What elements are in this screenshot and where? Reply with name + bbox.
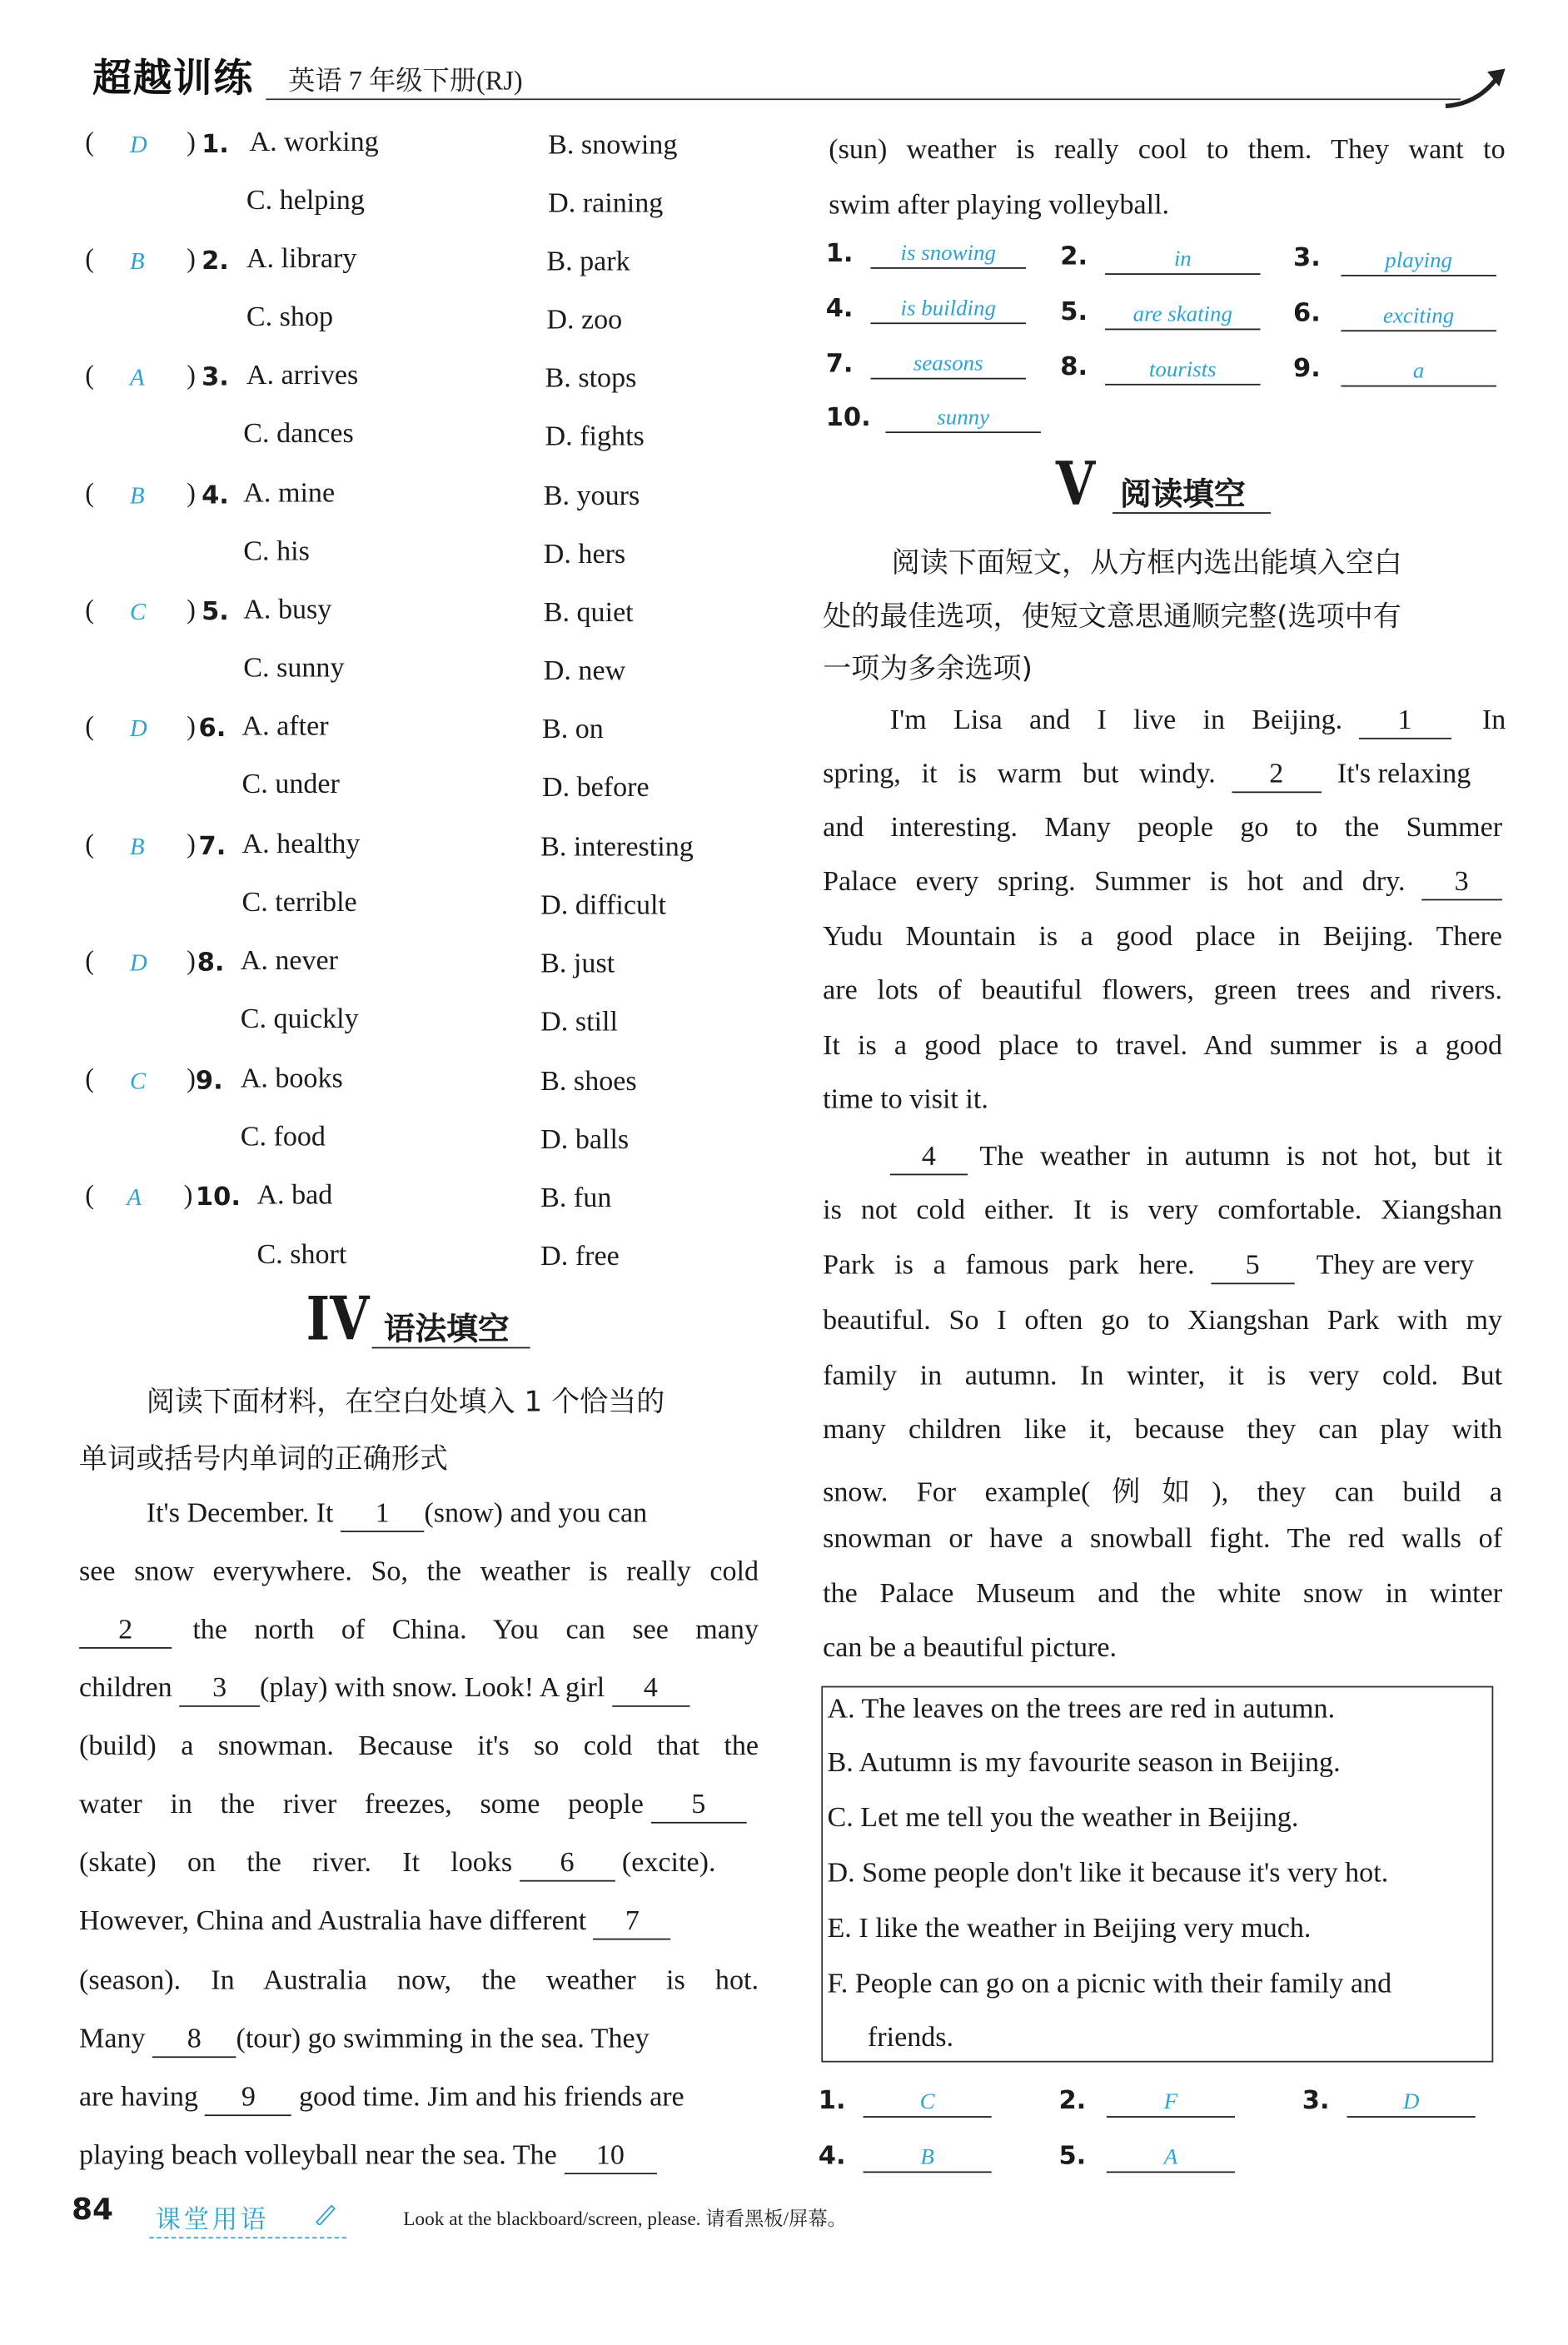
reading-answer-5: 5. A (1058, 2142, 1086, 2172)
answer-mark: D (130, 132, 147, 159)
question-9: ( C ) 9. A. books B. shoes C. food D. balls (85, 1063, 637, 1157)
option-c: C. quickly (240, 1003, 359, 1035)
blank-3: 3 (179, 1672, 260, 1706)
option-b: B. on (541, 714, 604, 745)
blank-5: 5 (650, 1789, 746, 1823)
question-5: ( C ) 5. A. busy B. quiet C. sunny D. new (85, 594, 634, 687)
grammar-answer-7: 7. seasons (826, 350, 854, 380)
reading-blank-2: 2 (1232, 759, 1322, 793)
grammar-line-8: However, China and Australia have different 7 (79, 1905, 759, 1939)
answer-mark: A (130, 366, 145, 391)
option-a: A. library (246, 243, 357, 275)
grammar-answer-9: 9. a (1293, 354, 1321, 384)
option-a: A. healthy (241, 829, 361, 860)
reading-line-6: are lots of beautiful flowers, green trees and rivers. (823, 975, 1503, 1007)
reading-line-5: Yudu Mountain is a good place in Beijing. There (823, 921, 1503, 953)
grammar-answer-6: 6. exciting (1293, 299, 1321, 329)
reading-line-4: Palace every spring. Summer is hot and dry. 3 (823, 866, 1502, 900)
option-b: B. yours (543, 480, 640, 513)
option-b: B. just (540, 948, 615, 980)
option-a: A. mine (243, 477, 336, 510)
grammar-line-3: 2 the north of China. You can see many (79, 1615, 759, 1649)
option-C: C. Let me tell you the weather in Beijing. (827, 1802, 1299, 1835)
option-c: C. helping (246, 185, 365, 217)
blank-1: 1 (341, 1498, 424, 1532)
option-c: C. under (241, 769, 340, 801)
reading-line-3: and interesting. Many people go to the Summer (823, 812, 1503, 844)
option-d: D. before (541, 772, 650, 804)
question-number: 2. (202, 246, 229, 276)
grammar-answer-5: 5. are skating (1060, 297, 1088, 327)
option-a: A. never (240, 945, 339, 977)
reading-blank-5: 5 (1211, 1250, 1294, 1284)
option-D: D. Some people don't like it because it's very hot. (827, 1857, 1389, 1889)
option-c: C. short (256, 1239, 347, 1272)
question-number: 5. (202, 597, 229, 628)
grammar-line-5: (build) a snowman. Because it's so cold that the (79, 1730, 759, 1763)
section-iv-title: 语法填空 (383, 1311, 510, 1347)
option-F-cont: friends. (867, 2022, 954, 2054)
grammar-line-2: see snow everywhere. So, the weather is really cold (79, 1556, 759, 1588)
reading-instruction-1: 阅读下面短文，从方框内选出能填入空白 (891, 546, 1402, 580)
question-4: ( B ) 4. A. mine B. yours C. his D. hers (85, 477, 640, 571)
section-iv-numeral: IV (306, 1284, 370, 1355)
question-number: 3. (202, 362, 229, 393)
question-number: 9. (195, 1066, 223, 1097)
grammar-line-13: (sun) weather is really cool to them. They want to (829, 134, 1506, 167)
option-b: B. park (546, 246, 630, 278)
option-c: C. terrible (241, 887, 357, 919)
grammar-line-9: (season). In Australia now, the weather is hot. (79, 1964, 759, 1997)
reading-line-11: Park is a famous park here. 5 They are very (823, 1250, 1502, 1284)
answer-mark: B (130, 484, 145, 510)
blank-4: 4 (612, 1672, 689, 1706)
reading-answer-3: 3. D (1302, 2086, 1330, 2116)
reading-line-14: many children like it, because they can play with (823, 1414, 1503, 1446)
option-d: D. hers (543, 539, 626, 571)
grammar-answer-10: 10. sunny (826, 403, 871, 433)
answer-mark: D (130, 716, 147, 743)
answer-mark: C (130, 1069, 147, 1095)
option-a: A. books (240, 1063, 343, 1095)
option-c: C. shop (246, 301, 334, 333)
option-B: B. Autumn is my favourite season in Beijing. (827, 1747, 1341, 1779)
grammar-instruction: 阅读下面材料，在空白处填入 1 个恰当的 (146, 1386, 665, 1419)
option-a: A. after (241, 710, 329, 743)
option-c: C. food (240, 1121, 326, 1153)
section-iv-header (306, 1284, 545, 1356)
option-d: D. free (540, 1241, 620, 1272)
reading-line-10: is not cold either. It is very comfortable. Xiangshan (823, 1194, 1503, 1227)
reading-line-16: snowman or have a snowball fight. The red walls of (823, 1523, 1503, 1555)
option-a: A. bad (256, 1179, 333, 1212)
option-b: B. interesting (540, 831, 694, 864)
blank-2: 2 (79, 1615, 172, 1649)
answer-mark: B (130, 834, 145, 860)
option-b: B. stops (545, 362, 637, 395)
grammar-line-1: It's December. It 1 (snow) and you can (147, 1498, 759, 1532)
option-A: A. The leaves on the trees are red in autumn. (827, 1693, 1336, 1725)
reading-line-8: time to visit it. (823, 1083, 988, 1116)
section-v-header (1055, 449, 1295, 521)
option-d: D. balls (540, 1124, 630, 1157)
reading-line-18: can be a beautiful picture. (823, 1632, 1117, 1664)
reading-answer-2: 2. F (1058, 2086, 1086, 2116)
reading-line-9: 4 The weather in autumn is not hot, but it (890, 1141, 1502, 1175)
blank-7: 7 (594, 1905, 671, 1939)
reading-line-13: family in autumn. In winter, it is very cold. But (823, 1360, 1503, 1392)
blank-8: 8 (152, 2024, 236, 2058)
option-d: D. raining (548, 187, 664, 220)
reading-answer-4: 4. B (819, 2142, 846, 2172)
answer-mark: A (127, 1185, 142, 1212)
question-2: ( B ) 2. A. library B. park C. shop D. zoo (85, 243, 630, 336)
answer-mark: C (130, 600, 147, 626)
answer-mark: B (130, 249, 145, 275)
option-d: D. still (540, 1006, 618, 1038)
option-E: E. I like the weather in Beijing very much. (827, 1913, 1312, 1944)
question-number: 10. (195, 1182, 241, 1213)
reading-line-1: I'm Lisa and I live in Beijing. 1 In (890, 704, 1502, 739)
option-d: D. zoo (546, 304, 623, 336)
section-v-title: 阅读填空 (1119, 476, 1246, 513)
book-title: 超越训练 (92, 57, 254, 102)
question-number: 8. (197, 948, 225, 978)
grammar-line-7: (skate) on the river. It looks 6 (excite). (79, 1847, 759, 1881)
options-box (821, 1686, 1493, 2063)
reading-line-2: spring, it is warm but windy. 2 It's relaxing (823, 759, 1502, 793)
footer-text: Look at the blackboard/screen, please. 请看黑板/屏幕。 (403, 2207, 847, 2230)
option-a: A. arrives (246, 360, 359, 391)
book-subtitle: 英语 7 年级下册(RJ) (288, 65, 523, 96)
footer-rule (149, 2237, 346, 2238)
option-c: C. sunny (243, 652, 345, 685)
option-c: C. his (243, 535, 310, 568)
question-number: 7. (198, 831, 226, 862)
answer-mark: D (130, 951, 147, 977)
section-v-numeral: V (1055, 449, 1096, 520)
reading-blank-1: 1 (1358, 704, 1451, 739)
reading-instruction-3: 一项为多余选项) (823, 652, 1033, 686)
pen-icon (314, 2201, 338, 2225)
reading-line-15: snow. For example(例如), they can build a (823, 1476, 1503, 1509)
arrow-swoosh-icon (1442, 66, 1511, 111)
grammar-line-6: water in the river freezes, some people 5 (79, 1789, 759, 1823)
grammar-answer-8: 8. tourists (1060, 352, 1088, 382)
reading-instruction-2: 处的最佳选项，使短文意思通顺完整(选项中有 (823, 600, 1401, 634)
reading-line-7: It is a good place to travel. And summer is a good (823, 1030, 1503, 1063)
blank-9: 9 (205, 2082, 291, 2116)
reading-line-17: the Palace Museum and the white snow in winter (823, 1578, 1503, 1611)
option-d: D. fights (545, 421, 645, 453)
grammar-line-10: Many 8 (tour) go swimming in the sea. They (79, 2024, 759, 2058)
reading-answer-1: 1. C (819, 2086, 846, 2116)
option-b: B. quiet (543, 597, 634, 629)
question-7: ( B ) 7. A. healthy B. interesting C. terrible D. difficult (85, 829, 694, 922)
question-number: 6. (198, 714, 226, 744)
question-3: ( A ) 3. A. arrives B. stops C. dances D. fights (85, 360, 645, 453)
option-b: B. snowing (548, 130, 678, 162)
footer-label: 课堂用语 (155, 2205, 269, 2236)
option-F: F. People can go on a picnic with their family and (827, 1968, 1392, 2000)
option-d: D. difficult (540, 889, 666, 922)
question-10: ( A ) 10. A. bad B. fun C. short D. free (85, 1179, 620, 1272)
option-a: A. busy (243, 594, 332, 626)
blank-6: 6 (520, 1847, 615, 1881)
question-number: 1. (202, 130, 229, 160)
reading-blank-4: 4 (890, 1141, 968, 1175)
header-rule (266, 98, 1461, 100)
grammar-line-12: playing beach volleyball near the sea. The 10 (79, 2140, 759, 2174)
grammar-answer-2: 2. in (1060, 242, 1088, 272)
grammar-answer-1: 1. is snowing (826, 239, 854, 269)
reading-blank-3: 3 (1421, 866, 1502, 900)
option-c: C. dances (243, 418, 354, 450)
question-6: ( D ) 6. A. after B. on C. under D. before (85, 710, 650, 804)
grammar-line-11: are having 9 good time. Jim and his friends are (79, 2082, 759, 2116)
grammar-line-14: swim after playing volleyball. (829, 189, 1170, 222)
question-1: ( D ) 1. A. working B. snowing C. helping D. raining (85, 127, 678, 220)
grammar-answer-3: 3. playing (1293, 243, 1321, 273)
question-8: ( D ) 8. A. never B. just C. quickly D. still (85, 945, 618, 1038)
grammar-line-4: children 3 (play) with snow. Look! A girl 4 (79, 1672, 759, 1706)
grammar-instruction-2: 单词或括号内单词的正确形式 (79, 1442, 449, 1476)
option-d: D. new (543, 655, 626, 687)
grammar-answer-4: 4. is building (826, 294, 854, 324)
option-b: B. fun (540, 1182, 612, 1214)
option-a: A. working (249, 127, 379, 159)
question-number: 4. (202, 480, 229, 511)
page-number: 84 (72, 2190, 114, 2227)
option-b: B. shoes (540, 1066, 637, 1098)
reading-line-12: beautiful. So I often go to Xiangshan Park with my (823, 1305, 1503, 1337)
blank-10: 10 (564, 2140, 656, 2174)
